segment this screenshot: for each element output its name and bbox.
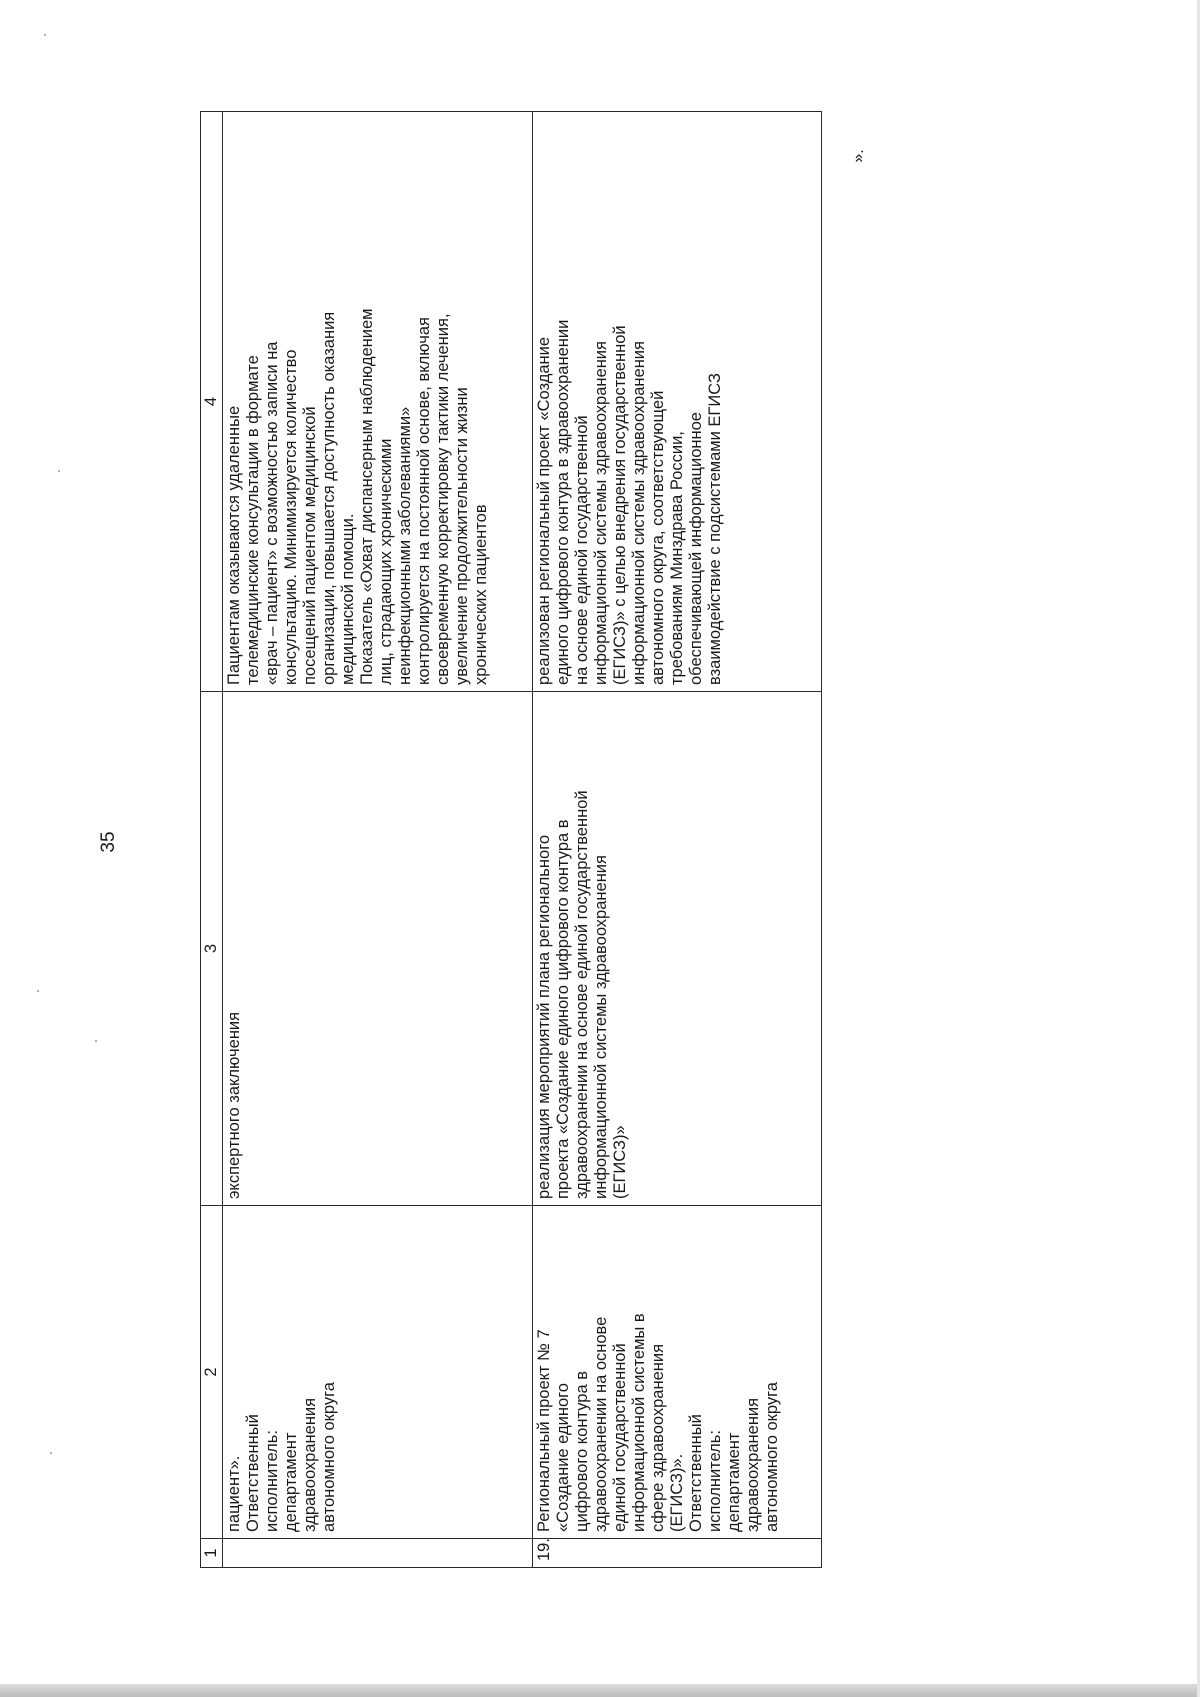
document-table [200, 111, 822, 1568]
row-number-cell [223, 1539, 533, 1568]
column-number-4: 4 [201, 112, 223, 692]
table-header-row [201, 112, 223, 1568]
page-number-text: 35 [98, 831, 119, 853]
result-cell: Пациентам оказываются удаленные телемедицинские консультации в формате «врач – пациент» с возможностью записи на консультацию. Минимизируется количество посещений пациентом медицинской организации, повышается доступность оказания медицинской помощи. Показатель «Охват диспансерным наблюдением лиц, страдающих хроническими неинфекционными заболеваниями» контролируется на постоянной основе, включая своевременную корректировку тактики лечения, увеличение продолжительности жизни хронических пациентов [223, 112, 533, 692]
scan-speck [95, 1040, 97, 1042]
column-number-3: 3 [201, 692, 223, 1206]
scan-speck [44, 34, 46, 36]
closing-quote-text: ». [850, 149, 867, 163]
table-row [533, 112, 822, 1568]
row-number-cell: 19. [533, 1539, 822, 1568]
scan-edge [0, 1684, 1200, 1697]
activity-cell: экспертного заключения [223, 692, 533, 1206]
column-number-1: 1 [201, 1539, 223, 1568]
scan-speck [50, 1452, 52, 1454]
table-container [200, 112, 844, 1568]
column-number-2: 2 [201, 1206, 223, 1539]
result-cell: реализован региональный проект «Создание единого цифрового контура в здравоохранении на основе единой государственной информационной системы здравоохранения (ЕГИСЗ)» с целью внедрения государственной информационной системы здравоохранения автономного округа, соответствующей требованиям Минздрава России, обеспечивающей информационное взаимодействие с подсистемами ЕГИСЗ [533, 112, 822, 692]
project-cell: Региональный проект № 7 «Создание единого цифрового контура в здравоохранении на основе единой государственной информационной системы в сфере здравоохранения (ЕГИСЗ)». Ответственный исполнитель: департамент здравоохранения автономного округа [533, 1206, 822, 1539]
activity-cell: реализация мероприятий плана регионального проекта «Создание единого цифрового контура в здравоохранении на основе единой государственной информационной системы здравоохранения (ЕГИСЗ)» [533, 692, 822, 1206]
table-row [223, 112, 533, 1568]
scan-speck [58, 470, 60, 472]
project-cell: пациент». Ответственный исполнитель: департамент здравоохранения автономного округа [223, 1206, 533, 1539]
scan-speck [37, 990, 39, 992]
